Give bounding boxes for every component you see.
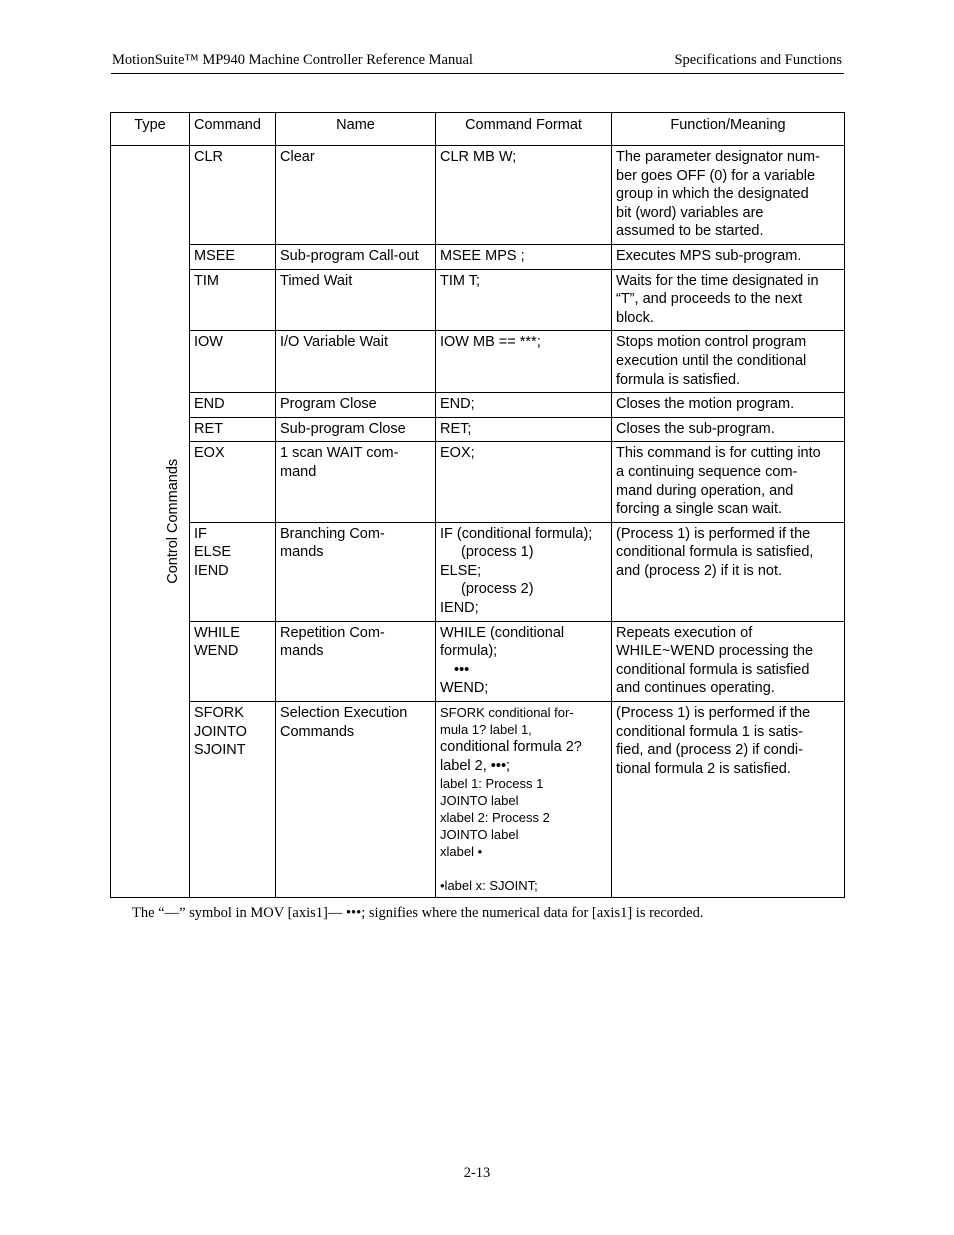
name-cell: Repetition Com- mands [276, 621, 436, 701]
type-label: Control Commands [165, 459, 182, 585]
function-cell: Waits for the time designated in “T”, and proceeds to the next block. [612, 269, 845, 331]
format-cell: TIM T; [436, 269, 612, 331]
table-row [111, 442, 845, 522]
name-cell: Sub-program Call-out [276, 244, 436, 269]
table-row [111, 417, 845, 442]
function-cell: This command is for cutting into a continuing sequence com- mand during operation, and forcing a single scan wait. [612, 442, 845, 522]
function-cell: (Process 1) is performed if the conditional formula 1 is satis- fied, and (process 2) if condi- tional formula 2 is satisfied. [612, 702, 845, 898]
name-cell: Program Close [276, 393, 436, 418]
function-cell: Repeats execution of WHILE~WEND processing the conditional formula is satisfied and continues operating. [612, 621, 845, 701]
command-cell: IOW [190, 331, 276, 393]
table-row [111, 244, 845, 269]
control-commands-table [110, 112, 845, 898]
table-row [111, 269, 845, 331]
running-header-title: MotionSuite™ MP940 Machine Controller Reference Manual [112, 52, 473, 68]
function-cell: Closes the motion program. [612, 393, 845, 418]
format-cell: MSEE MPS ; [436, 244, 612, 269]
command-cell: EOX [190, 442, 276, 522]
format-cell: CLR MB W; [436, 146, 612, 245]
command-cell: CLR [190, 146, 276, 245]
table-row [111, 621, 845, 701]
name-cell: I/O Variable Wait [276, 331, 436, 393]
name-cell: Selection Execution Commands [276, 702, 436, 898]
name-cell: Branching Com- mands [276, 522, 436, 621]
column-header-name: Name [276, 113, 436, 146]
function-cell: Executes MPS sub-program. [612, 244, 845, 269]
function-cell: The parameter designator num- ber goes OFF (0) for a variable group in which the designated bit (word) variables are assumed to be started. [612, 146, 845, 245]
function-cell: (Process 1) is performed if the conditional formula is satisfied, and (process 2) if it is not. [612, 522, 845, 621]
column-header-function: Function/Meaning [612, 113, 845, 146]
format-cell: RET; [436, 417, 612, 442]
function-cell: Stops motion control program execution until the conditional formula is satisfied. [612, 331, 845, 393]
table-row [111, 331, 845, 393]
command-cell: MSEE [190, 244, 276, 269]
command-cell: RET [190, 417, 276, 442]
table-row [111, 522, 845, 621]
type-cell [111, 146, 190, 898]
name-cell: Clear [276, 146, 436, 245]
command-cell: SFORK JOINTO SJOINT [190, 702, 276, 898]
column-header-command-format: Command Format [436, 113, 612, 146]
format-cell: IF (conditional formula); (process 1) ELSE; (process 2) IEND; [436, 522, 612, 621]
table-footnote: The “—” symbol in MOV [axis1]— •••; signifies where the numerical data for [axis1] is recorded. [132, 905, 704, 921]
table-row [111, 702, 845, 898]
name-cell: Sub-program Close [276, 417, 436, 442]
format-cell: END; [436, 393, 612, 418]
page-number: 2-13 [463, 1165, 491, 1181]
column-header-command: Command [190, 113, 276, 146]
header-divider [111, 73, 844, 74]
format-cell: EOX; [436, 442, 612, 522]
name-cell: Timed Wait [276, 269, 436, 331]
format-cell: WHILE (conditional formula); ••• WEND; [436, 621, 612, 701]
running-header-section: Specifications and Functions [674, 52, 842, 68]
column-header-type: Type [111, 113, 190, 146]
table-row [111, 393, 845, 418]
table-row [111, 146, 845, 245]
command-cell: TIM [190, 269, 276, 331]
name-cell: 1 scan WAIT com- mand [276, 442, 436, 522]
table-header-row [111, 113, 845, 146]
format-cell: IOW MB == ***; [436, 331, 612, 393]
command-cell: IF ELSE IEND [190, 522, 276, 621]
function-cell: Closes the sub-program. [612, 417, 845, 442]
command-cell: WHILE WEND [190, 621, 276, 701]
format-cell: SFORK conditional for- mula 1? label 1, conditional formula 2? label 2, •••; label 1: Process 1 JOINTO label xlabel 2: Process 2 JOINTO label xlabel • •label x: SJOINT; [436, 702, 612, 898]
command-cell: END [190, 393, 276, 418]
